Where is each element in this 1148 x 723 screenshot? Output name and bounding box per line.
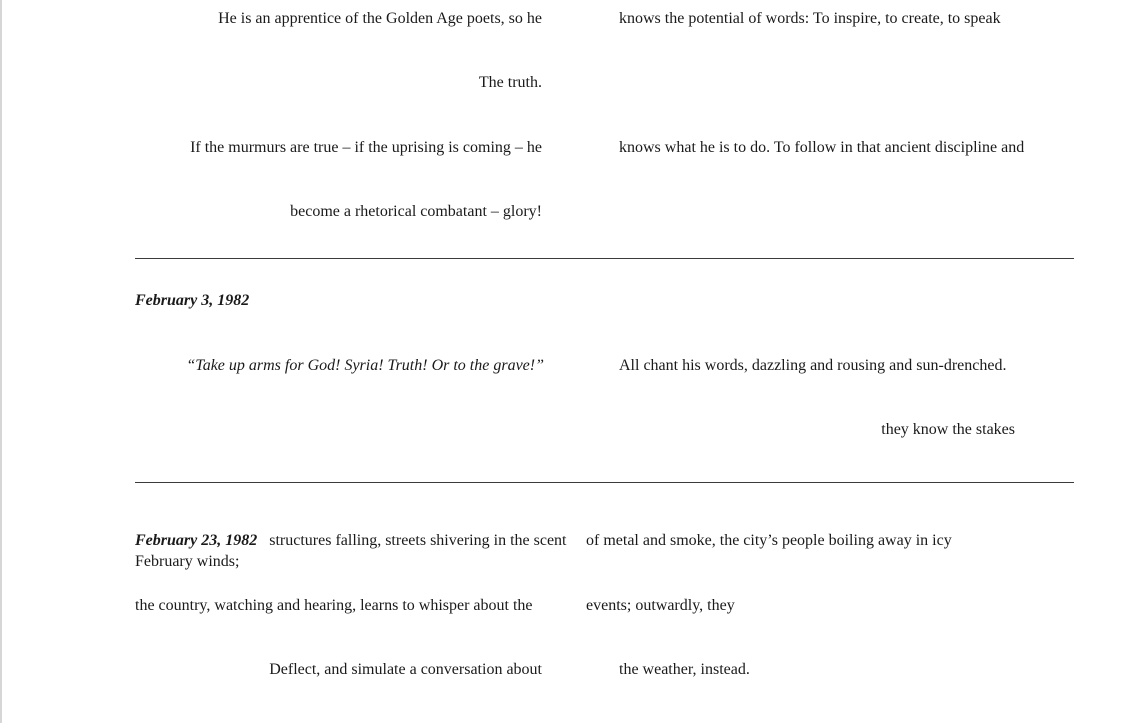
poem-line: the country, watching and hearing, learns to whisper about the [135, 597, 533, 614]
poem-line: All chant his words, dazzling and rousing and sun-drenched. [619, 357, 1007, 374]
poem-line: Deflect, and simulate a conversation about [269, 661, 542, 678]
poem-line: The truth. [478, 74, 542, 91]
section-divider [135, 258, 1074, 259]
poem-line: If the murmurs are true – if the uprising is coming – he [190, 139, 542, 156]
poem-line: become a rhetorical combatant – glory! [290, 203, 542, 220]
poem-line: they know the stakes [881, 421, 1015, 438]
poem-line: events; outwardly, they [586, 597, 735, 614]
poem-line: knows the potential of words: To inspire, to create, to speak [619, 10, 1001, 27]
page-left-edge [0, 0, 2, 723]
poem-line-wrap: February winds; [135, 553, 240, 570]
poem-line-text: structures falling, streets shivering in the scent [269, 532, 567, 549]
section-divider [135, 482, 1074, 483]
poem-line: of metal and smoke, the city’s people boiling away in icy [586, 532, 952, 549]
poem-line: knows what he is to do. To follow in that ancient discipline and [619, 139, 1025, 156]
entry-date: February 23, 1982 [135, 532, 258, 549]
entry-date: February 3, 1982 [135, 292, 250, 309]
poem-line: the weather, instead. [619, 661, 750, 678]
poem-line: He is an apprentice of the Golden Age poets, so he [218, 10, 542, 27]
quoted-chant: “Take up arms for God! Syria! Truth! Or to the grave!” [186, 357, 544, 374]
poem-line [135, 530, 567, 551]
